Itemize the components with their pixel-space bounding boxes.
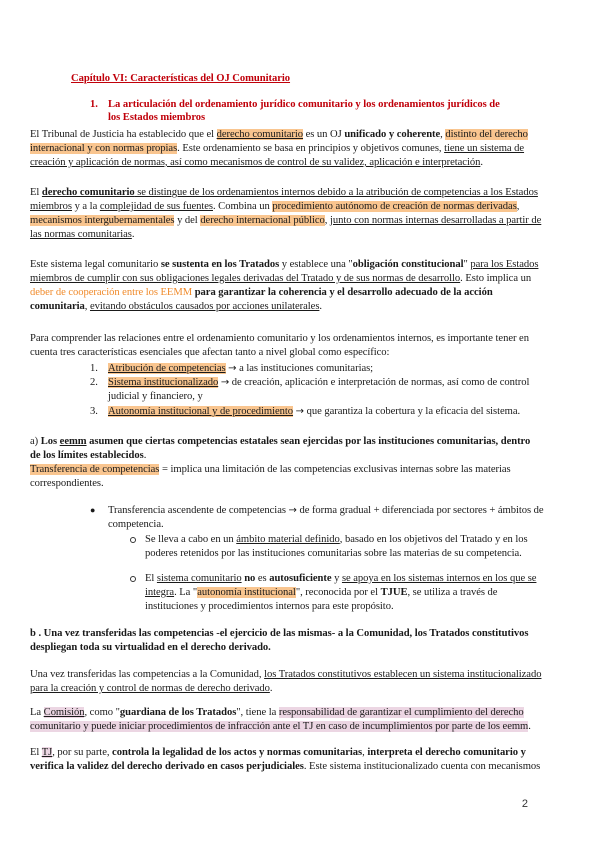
sub-bullet-1-line-1: Se lleva a cabo en un ámbito material definido, basado en los objetivos del Tratado y en los [145, 534, 528, 545]
arrow-right-icon: → [228, 363, 237, 374]
chapter-title: Capítulo VI: Características del OJ Comunitario [71, 73, 291, 84]
paragraph-2-line-1: El derecho comunitario se distingue de los ordenamientos internos debido a la atribución de competencias a los Estados [30, 187, 538, 198]
section-title-line-2: los Estados miembros [108, 112, 206, 123]
list-item: Autonomía institucional y de procedimiento → que garantiza la cobertura y la eficacia del sistema. [108, 406, 521, 417]
sub-bullet-icon [130, 537, 136, 543]
paragraph-6-line-1: La Comisión, como "guardiana de los Tratados", tiene la responsabilidad de garantizar el cumplimiento del derecho [30, 707, 524, 718]
paragraph-2-line-3: mecanismos intergubernamentales y del derecho internacional público, junto con normas internas desarrolladas a partir de [30, 215, 542, 226]
sub-bullet-2-line-2: integra. La "autonomía institucional", reconocida por el TJUE, se utiliza a través de [145, 587, 498, 598]
section-a-line-3: Transferencia de competencias = implica una limitación de las competencias exclusivas internas sobre las materias [30, 464, 511, 475]
section-number: 1. [90, 99, 98, 110]
page-number: 2 [521, 798, 528, 810]
arrow-right-icon: → [295, 406, 304, 417]
section-title-line-1: La articulación del ordenamiento jurídico comunitario y los ordenamientos jurídicos de [108, 99, 500, 110]
paragraph-1-line-2: internacional y con normas propias. Este ordenamiento se basa en principios y objetivos comunes, tiene un sistema de [30, 143, 525, 154]
paragraph-6-line-2: comunitario y puede iniciar procedimientos de infracción ante el TJ en caso de incumplimientos por parte de los eemm. [30, 721, 531, 732]
section-b-line-1: b . Una vez transferidas las competencias -el ejercicio de las mismas- a la Comunidad, los Tratados constitutivos [30, 628, 529, 639]
sub-bullet-icon [130, 576, 136, 582]
list-item-continuation: judicial y financiero, y [108, 391, 203, 402]
paragraph-3-line-3: deber de cooperación entre los EEMM para garantizar la coherencia y el desarrollo adecuado de la acción [30, 287, 493, 298]
list-number: 2. [90, 377, 98, 388]
paragraph-1-line-3: creación y aplicación de normas, así como mecanismos de control de su validez, aplicación e interpretación. [30, 157, 483, 168]
paragraph-3-line-2: miembros de cumplir con sus obligaciones legales derivadas del Tratado y de sus normas de desarrollo. Esto implica un [30, 273, 532, 284]
paragraph-4-line-1: Para comprender las relaciones entre el ordenamiento comunitario y los ordenamientos internos, es importante tener en [30, 333, 529, 344]
paragraph-2-line-2: miembros y a la complejidad de sus fuentes. Combina un procedimiento autónomo de creación de normas derivadas, [30, 201, 520, 212]
list-item: Sistema institucionalizado → de creación, aplicación e interpretación de normas, así como de control [108, 377, 530, 388]
bullet-icon: ● [90, 505, 96, 515]
paragraph-4-line-2: cuenta tres características esenciales que afectan tanto a nivel global como específico: [30, 347, 390, 358]
bullet-line-2: competencia. [108, 519, 164, 530]
section-a-line-2: de los límites establecidos. [30, 450, 147, 461]
paragraph-2-line-4: las normas comunitarias. [30, 229, 135, 240]
arrow-right-icon: → [288, 505, 297, 516]
paragraph-7-line-1: El TJ, por su parte, controla la legalidad de los actos y normas comunitarias, interpreta el derecho comunitario y [30, 747, 526, 758]
list-number: 1. [90, 363, 98, 374]
section-a-line-4: correspondientes. [30, 478, 104, 489]
paragraph-7-line-2: verifica la validez del derecho derivado en casos perjudiciales. Este sistema institucionalizado cuenta con mecanismos [30, 761, 541, 772]
section-a-line-1: a) Los eemm asumen que ciertas competencias estatales sean ejercidas por las instituciones comunitarias, dentro [30, 436, 531, 447]
paragraph-3-line-4: comunitaria, evitando obstáculos causados por acciones unilaterales. [30, 301, 322, 312]
paragraph-3-line-1: Este sistema legal comunitario se sustenta en los Tratados y establece una "obligación constitucional" para los Estados [30, 259, 539, 270]
sub-bullet-2-line-3: instituciones y procedimientos internos para este propósito. [145, 601, 394, 612]
section-b-line-2: despliegan toda su virtualidad en el derecho derivado. [30, 642, 271, 653]
paragraph-5-line-2: para la creación y control de normas de derecho derivado. [30, 683, 273, 694]
sub-bullet-1-line-2: poderes retenidos por las instituciones comunitarias sobre las materias de su competencia. [145, 548, 522, 559]
arrow-right-icon: → [220, 377, 230, 388]
bullet-line-1: Transferencia ascendente de competencias → de forma gradual + diferenciada por sectores + ámbitos de [108, 505, 544, 516]
paragraph-1-line-1: El Tribunal de Justicia ha establecido que el derecho comunitario es un OJ unificado y coherente, distinto del derecho [30, 129, 528, 140]
paragraph-5-line-1: Una vez transferidas las competencias a la Comunidad, los Tratados constitutivos establecen un sistema institucionalizado [30, 669, 542, 680]
list-number: 3. [90, 406, 98, 417]
sub-bullet-2-line-1: El sistema comunitario no es autosuficiente y se apoya en los sistemas internos en los que se [145, 573, 537, 584]
list-item: Atribución de competencias → a las instituciones comunitarias; [108, 363, 374, 374]
